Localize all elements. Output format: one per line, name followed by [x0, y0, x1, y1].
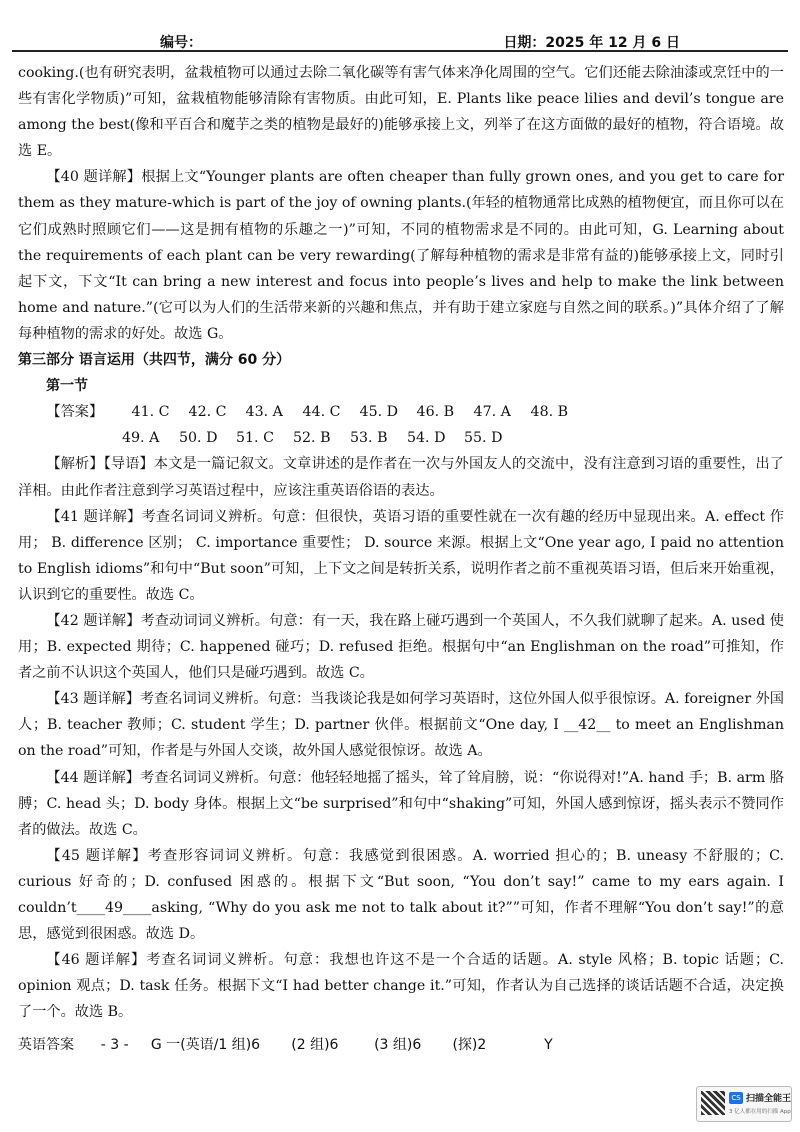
answer-48: 48. B [530, 404, 569, 421]
section1-title: 第一节 [46, 378, 88, 395]
qr-code-icon [701, 1091, 725, 1115]
code-label: 编号： [160, 35, 202, 51]
paragraph-q39-continuation: cooking.(也有研究表明，盆栽植物可以通过去除二氧化碳等有害气体来净化周围的空气。它们还能去除油漆或烹饪中的一些有害化学物质)”可知，盆栽植物能够清除有害物质。由此可知，E. Plants like peace lilies and devil’s tongue are among the best(像和平百合和魔芋之类的植物是最好的)能够承接上文，列举了在这方面做的最好的植物，符合语境。故选 E。 [18, 65, 784, 160]
paragraph-q41: 【41 题详解】考查名词词义辨析。句意：但很快，英语习语的重要性就在一次有趣的经历中显现出来。A. effect 作用； B. difference 区别； C. importance 重要性； D. source 来源。根据上文“One year ago, I paid no attention to English idioms”和句中“But soon”可知，上下文之间是转折关系，说明作者之前不重视英语习语，但后来开始重视，认识到它的重要性。故选 C。 [18, 508, 784, 603]
answer-45: 45. D [359, 404, 398, 421]
footer-group-4: (探)2 [452, 1037, 487, 1053]
date-label: 日期：2025 年 12 月 6 日 [503, 35, 680, 51]
answers-row-2 [18, 425, 784, 451]
footer-group-3: (3 组)6 [374, 1037, 422, 1053]
paragraph-q40: 【40 题详解】根据上文“Younger plants are often cheaper than fully grown ones, and you get to care for them as they mature-which is part of the joy of owning plants.(年轻的植物通常比成熟的植物便宜，而且你可以在它们成熟时照顾它们——这是拥有植物的乐趣之一)”可知，不同的植物需求是不同的。由此可知，G. Learning about the requirements of each plant can be very rewarding(了解每种植物的需求是非常有益的)能够承接上文，同时引起下文，下文“It can bring a new interest and focus into people’s lives and help to make the link between home and nature.”(它可以为人们的生活带来新的兴趣和焦点，并有助于建立家庭与自然之间的联系。)”具体介绍了了解每种植物的需求的好处。故选 G。 [18, 169, 784, 342]
answer-41: 41. C [131, 404, 170, 421]
part3-title: 第三部分 语言运用（共四节，满分 60 分） [18, 352, 291, 369]
paragraph-q44: 【44 题详解】考查名词词义辨析。句意：他轻轻地摇了摇头，耸了耸肩膀，说：“你说得对!”A. hand 手；B. arm 胳膊；C. head 头；D. body 身体。根据上文“be surprised”和句中“shaking”可知，外国人感到惊讶，摇头表示不赞同作者的做法。故选 C。 [18, 769, 784, 838]
footer-subject: 英语答案 [18, 1037, 74, 1053]
paragraph-analysis: 【解析】【导语】本文是一篇记叙文。文章讲述的是作者在一次与外国友人的交流中，没有注意到习语的重要性，出了洋相。由此作者注意到学习英语过程中，应该注重英语俗语的表达。 [18, 456, 784, 499]
answer-55: 55. D [464, 430, 503, 447]
page-header [12, 28, 788, 52]
answer-42: 42. C [188, 404, 227, 421]
paragraph-q43: 【43 题详解】考查名词词义辨析。句意：当我谈论我是如何学习英语时，这位外国人似乎很惊讶。A. foreigner 外国人；B. teacher 教师；C. student 学生；D. partner 伙伴。根据前文“One day, I __42__ to meet an Englishman on the road”可知，作者是与外国人交谈，故外国人感觉很惊讶。故选 A。 [18, 691, 784, 760]
page-footer [18, 1034, 760, 1054]
answer-50: 50. D [179, 430, 218, 447]
answers-row-1 [18, 399, 784, 425]
answer-53: 53. B [350, 430, 388, 447]
footer-group-1: G 一(英语/1 组)6 [150, 1037, 261, 1053]
paragraph-q46: 【46 题详解】考查名词词义辨析。句意：我想也许这不是一个合适的话题。A. style 风格；B. topic 话题；C. opinion 观点；D. task 任务。根据下文“I had better change it.”可知，作者认为自己选择的谈话话题不合适，决定换了一个。故选 B。 [18, 952, 784, 1021]
answer-44: 44. C [302, 404, 341, 421]
answer-47: 47. A [473, 404, 511, 421]
paragraph-q45: 【45 题详解】考查形容词词义辨析。句意：我感觉到很困惑。A. worried 担心的；B. uneasy 不舒服的；C. curious 好奇的；D. confused 困惑的。根据下文“But soon, “You don’t say!” came to my ears again. I couldn’t____49____asking, “Why do you ask me not to talk about it?””可知，作者不理解“You don’t say!”的意思，感觉到很困惑。故选 D。 [18, 847, 784, 943]
footer-page-number: - 3 - [100, 1037, 129, 1053]
answer-51: 51. C [236, 430, 274, 447]
scanner-watermark [696, 1086, 792, 1122]
answer-54: 54. D [407, 430, 446, 447]
paragraph-q42: 【42 题详解】考查动词词义辨析。句意：有一天，我在路上碰巧遇到一个英国人，不久我们就聊了起来。A. used 使用；B. expected 期待；C. happened 碰巧；D. refused 拒绝。根据句中“an Englishman on the road”可推知，作者之前不认识这个英国人，他们只是碰巧遇到。故选 C。 [18, 612, 784, 682]
footer-mark: Y [544, 1037, 553, 1053]
document-body [18, 60, 784, 1025]
answer-52: 52. B [293, 430, 331, 447]
answer-label: 【答案】 [46, 404, 104, 421]
scanner-name: 扫描全能王 [746, 1094, 792, 1104]
footer-group-2: (2 组)6 [291, 1037, 339, 1053]
scanner-tagline: 3 亿人都在用的扫描 App [729, 1109, 791, 1115]
answer-46: 46. B [416, 404, 455, 421]
answer-43: 43. A [245, 404, 283, 421]
camscanner-logo-icon: CS [729, 1092, 743, 1104]
answer-49: 49. A [122, 430, 160, 447]
